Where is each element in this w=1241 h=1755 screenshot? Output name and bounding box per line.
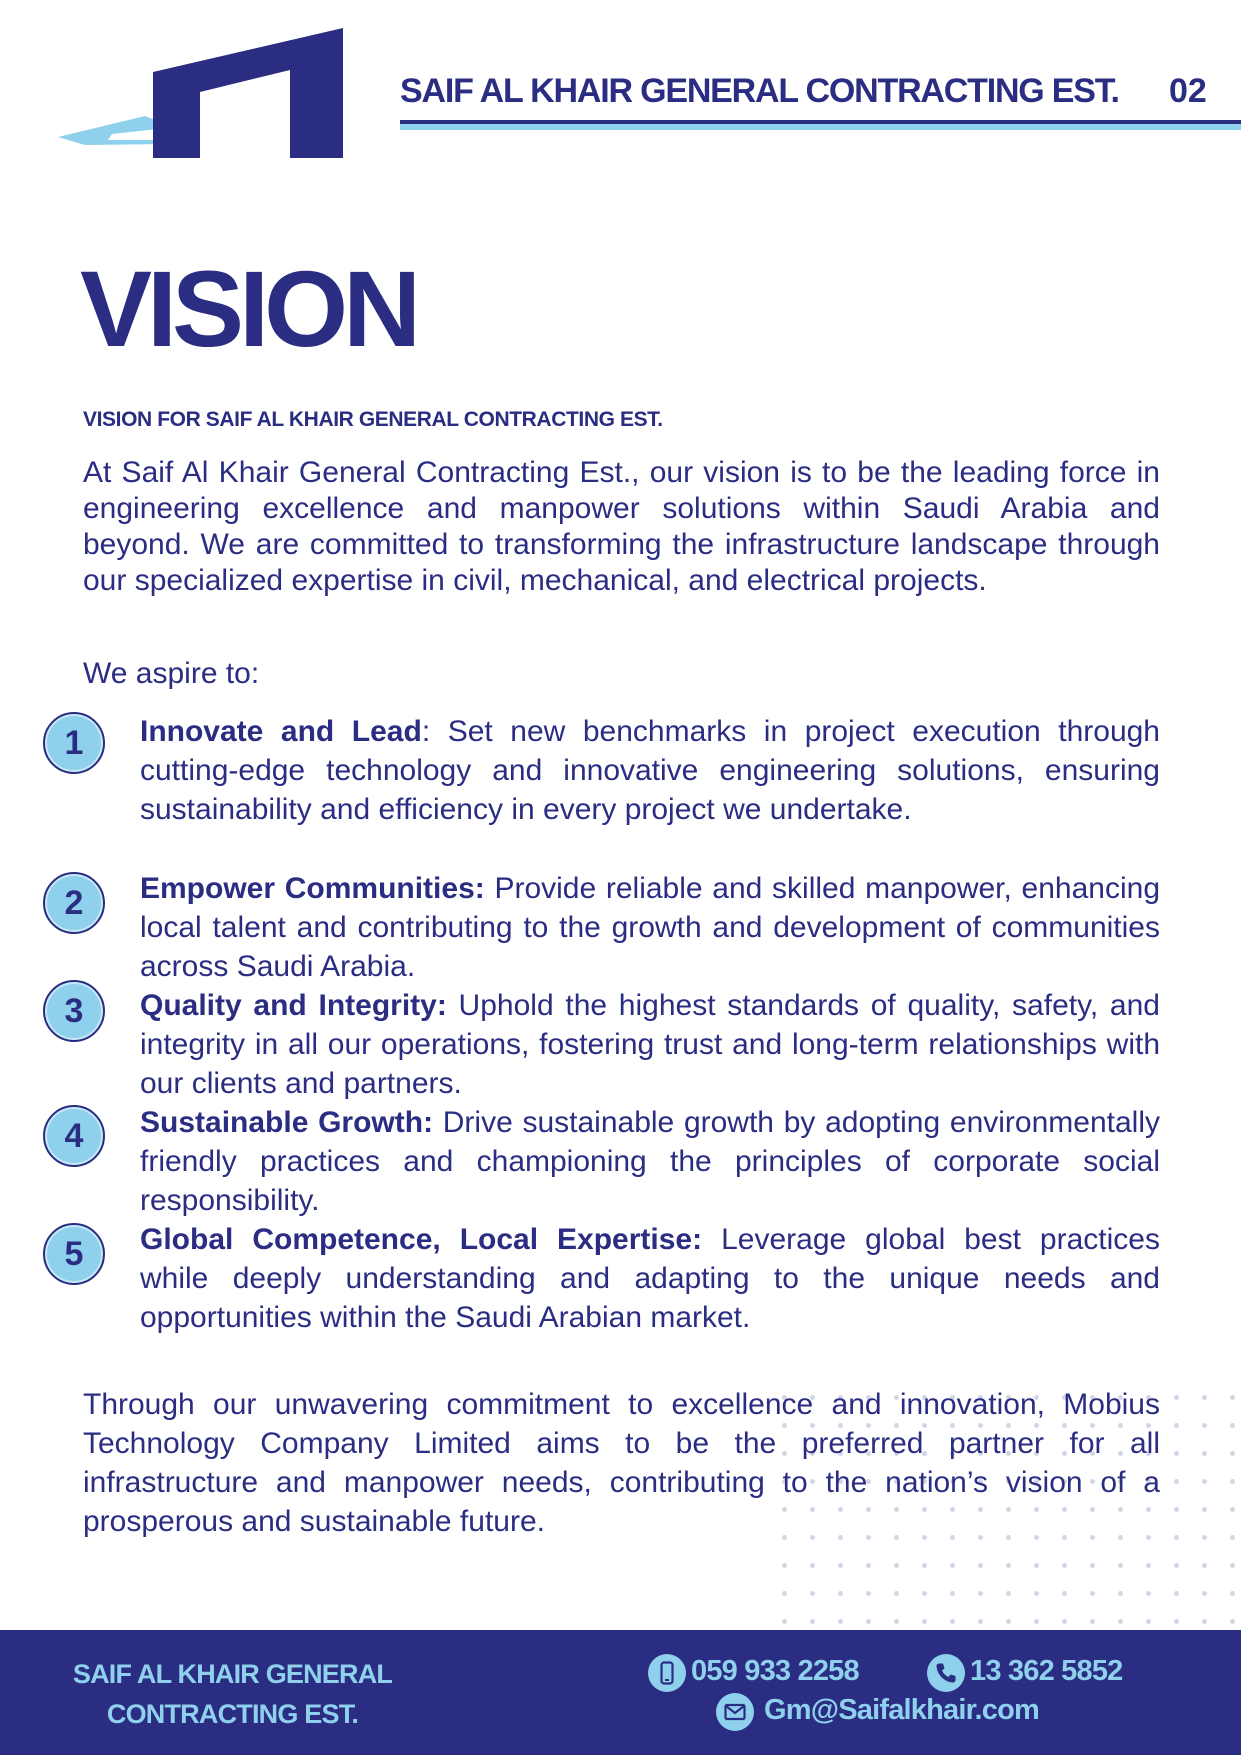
item-text: Uphold the highest standards of quality, safety, and integrity in all our operations, fostering trust and long-term relationships with our clients and partners. [140, 989, 1160, 1100]
item-number-badge: 1 [43, 712, 105, 774]
item-text: Provide reliable and skilled manpower, enhancing local talent and contributing to the growth and development of communities across Saudi Arabia. [140, 872, 1161, 983]
page-number: 02 [1169, 72, 1207, 110]
footer-company-name [40, 1654, 425, 1734]
item-heading: Global Competence, Local Expertise: [140, 1223, 703, 1256]
item-text: Leverage global best practices while deeply understanding and adapting to the unique needs and opportunities within the Saudi Arabian market. [140, 1223, 1160, 1334]
mobile-phone-icon [648, 1654, 686, 1692]
footer-company-line: CONTRACTING EST. [106, 1699, 359, 1729]
item-heading: Sustainable Growth: [140, 1106, 434, 1139]
list-item [140, 712, 1160, 829]
item-number-badge: 3 [43, 980, 105, 1042]
item-text: : Set new benchmarks in project execution through cutting-edge technology and innovative engineering solutions, ensuring sustainability and efficiency in every project we undertake. [140, 715, 1160, 826]
header-divider-accent [400, 124, 1241, 130]
section-subheading: VISION FOR SAIF AL KHAIR GENERAL CONTRACTING EST. [83, 408, 663, 431]
page-title: VISION [80, 248, 417, 369]
list-item [140, 986, 1160, 1103]
header-title: SAIF AL KHAIR GENERAL CONTRACTING EST. [400, 72, 1119, 110]
phone-number[interactable]: 13 362 5852 [970, 1655, 1123, 1687]
item-number-badge: 4 [43, 1105, 105, 1167]
mobile-number[interactable]: 059 933 2258 [691, 1655, 859, 1687]
phone-icon [927, 1654, 965, 1692]
footer [0, 1630, 1241, 1755]
email-address[interactable]: Gm@Saifalkhair.com [764, 1694, 1039, 1726]
item-heading: Quality and Integrity: [140, 989, 447, 1022]
list-item [140, 1220, 1160, 1337]
item-heading: Innovate and Lead [140, 715, 422, 748]
list-item [140, 1103, 1160, 1220]
item-text: Drive sustainable growth by adopting environmentally friendly practices and championing the principles of corporate social responsibility. [140, 1106, 1160, 1217]
list-item [140, 869, 1160, 986]
aspire-label: We aspire to: [83, 657, 260, 690]
item-heading: Empower Communities: [140, 872, 485, 905]
item-number-badge: 2 [43, 872, 105, 934]
footer-company-line: SAIF AL KHAIR GENERAL [72, 1659, 393, 1689]
closing-paragraph: Through our unwavering commitment to excellence and innovation, Mobius Technology Company Limited aims to be the preferred partner for all infrastructure and manpower needs, contributing to the nation’s vision of a prosperous and sustainable future. [83, 1388, 1160, 1538]
company-logo [50, 22, 360, 182]
intro-paragraph: At Saif Al Khair General Contracting Est., our vision is to be the leading force in engineering excellence and manpower solutions within Saudi Arabia and beyond. We are committed to transforming the infrastructure landscape through our specialized expertise in civil, mechanical, and electrical projects. [83, 456, 1160, 597]
item-number-badge: 5 [43, 1223, 105, 1285]
email-icon [716, 1693, 754, 1731]
